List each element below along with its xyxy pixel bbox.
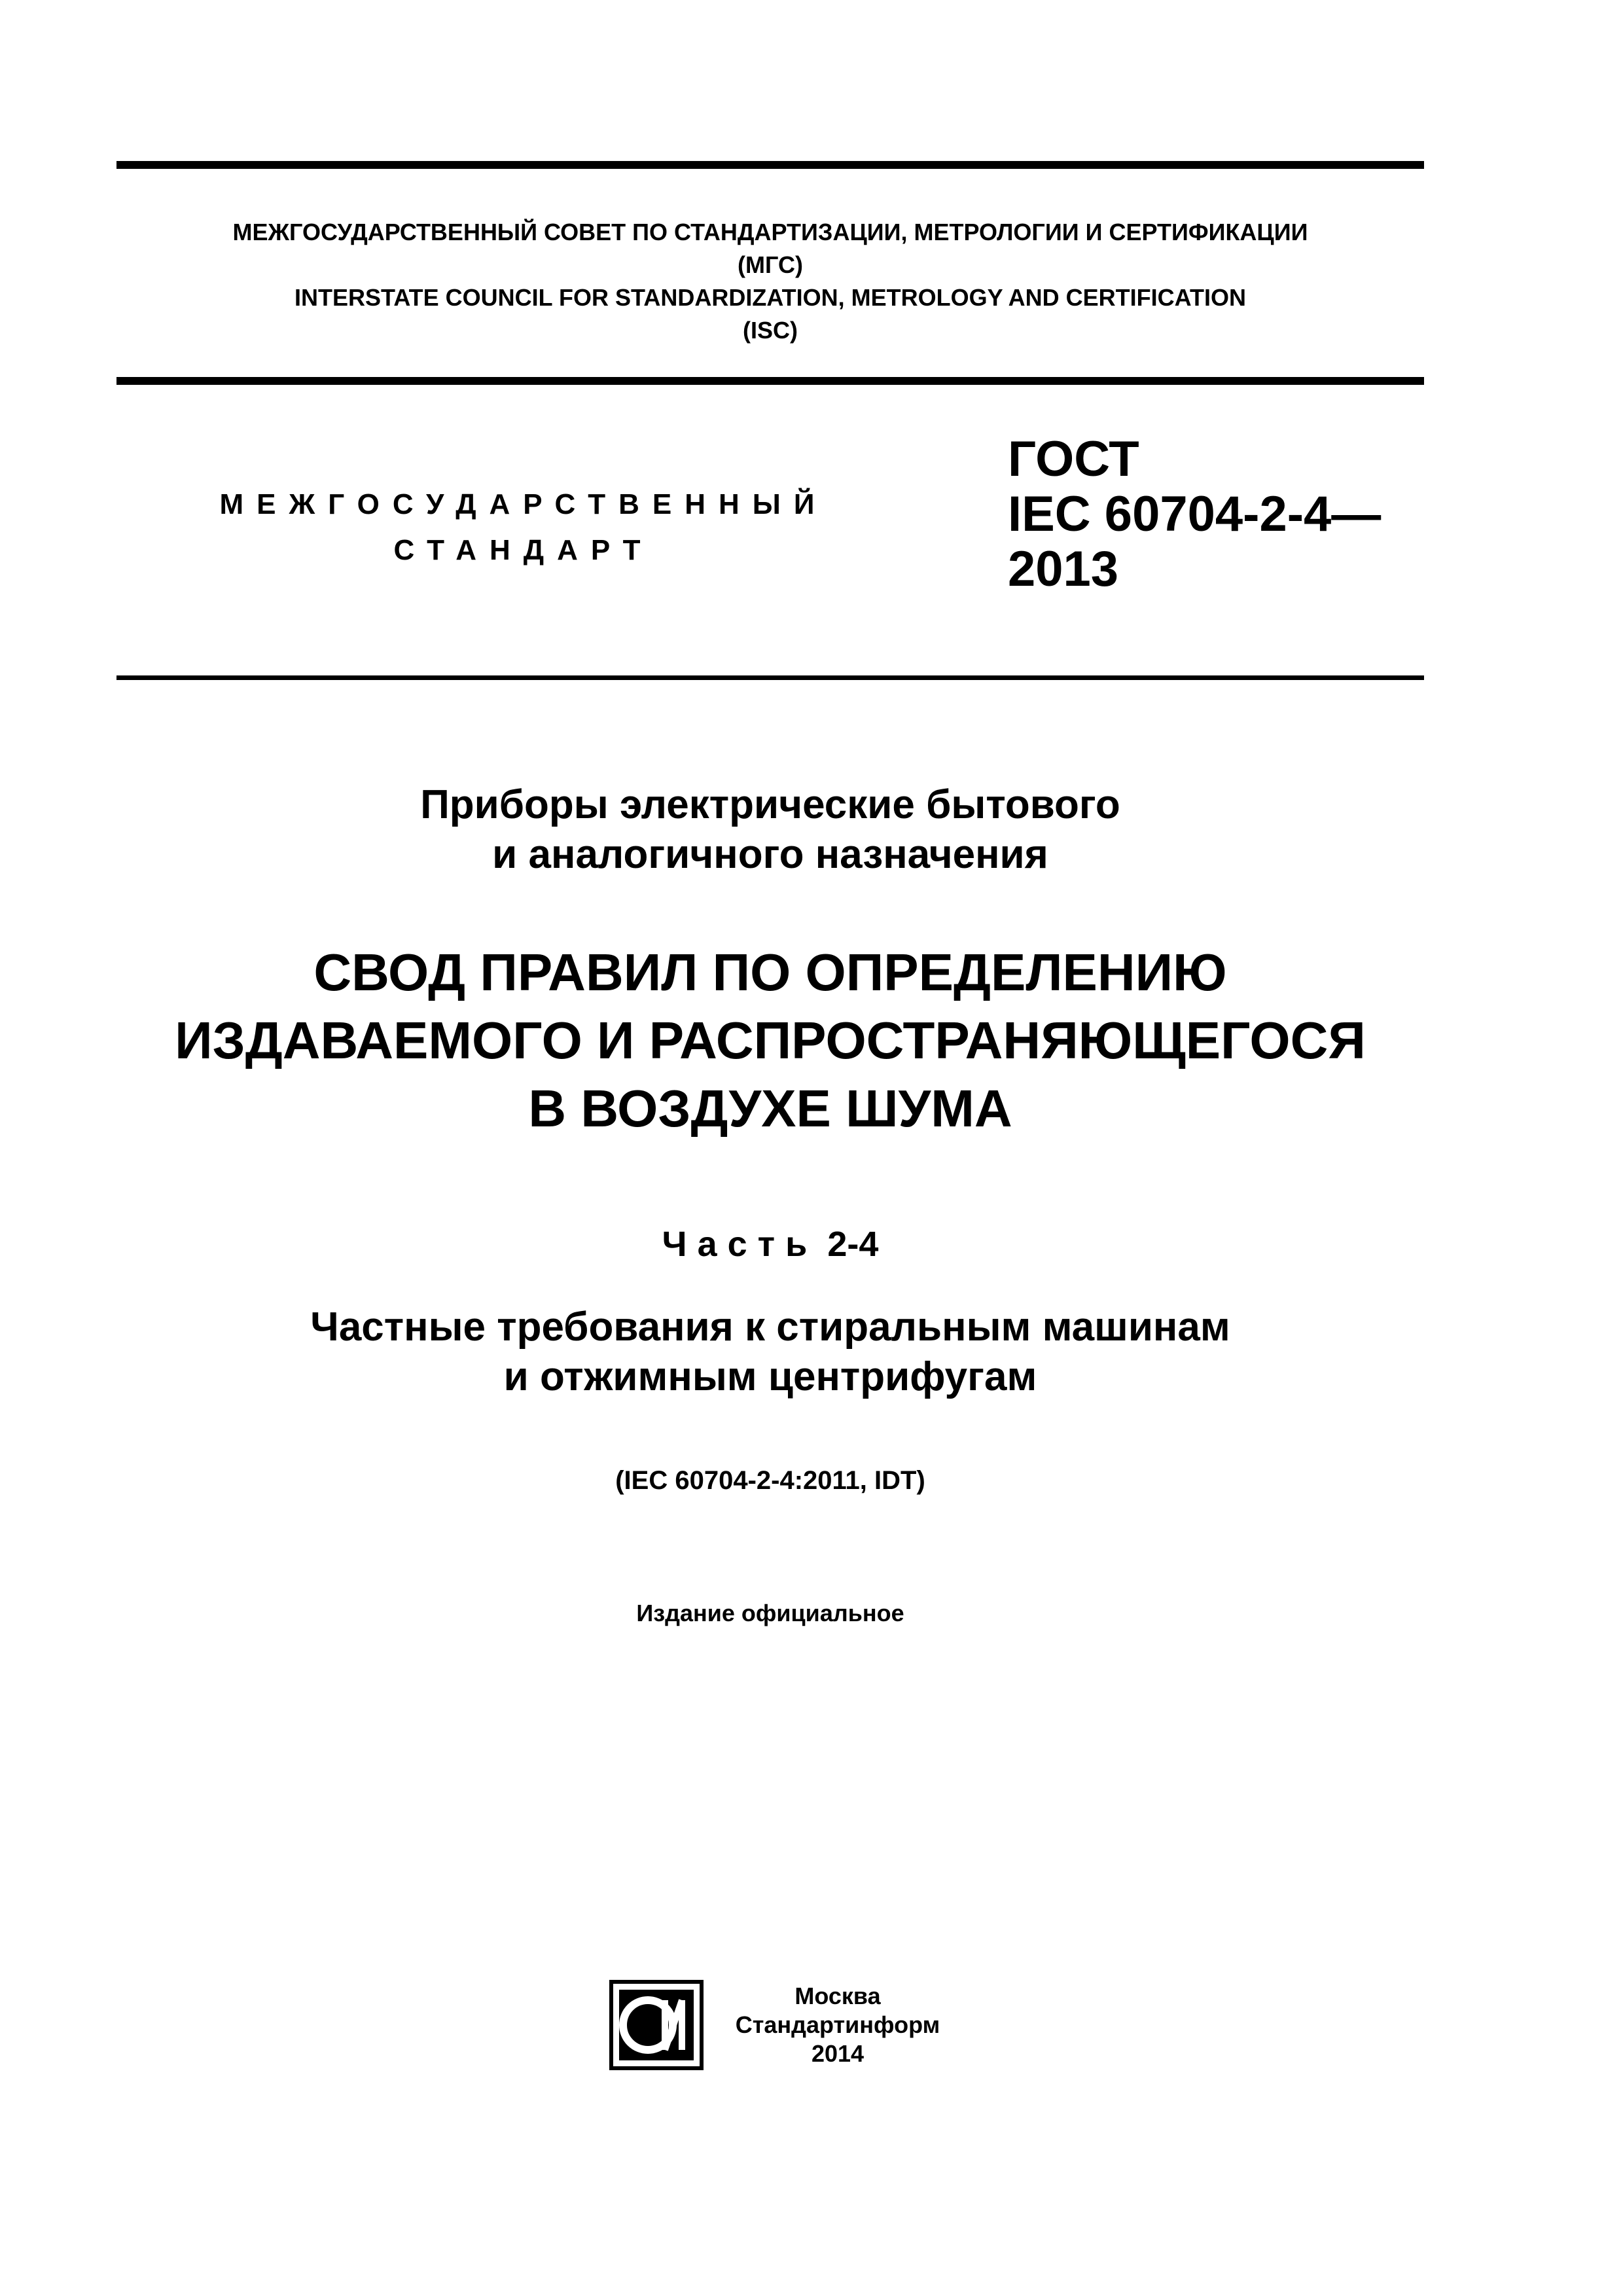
requirements-title bbox=[116, 1302, 1424, 1402]
publisher-logo bbox=[609, 1979, 704, 2071]
top-rule bbox=[116, 161, 1424, 169]
designation-line3: 2013 bbox=[1008, 541, 1119, 597]
requirements-line2: и отжимным центрифугам bbox=[503, 1354, 1037, 1399]
publisher-info bbox=[726, 1982, 949, 2068]
council-name-ru: МЕЖГОСУДАРСТВЕННЫЙ СОВЕТ ПО СТАНДАРТИЗАЦИИ, МЕТРОЛОГИИ И СЕРТИФИКАЦИИ bbox=[232, 219, 1308, 245]
council-header bbox=[116, 216, 1424, 347]
subtitle-line2: и аналогичного назначения bbox=[492, 832, 1048, 877]
publisher-year: 2014 bbox=[811, 2040, 865, 2067]
council-abbr-ru: (МГС) bbox=[738, 251, 803, 278]
main-title-line2: ИЗДАВАЕМОГО И РАСПРОСТРАНЯЮЩЕГОСЯ bbox=[175, 1011, 1366, 1069]
standartinform-logo-icon bbox=[609, 1979, 704, 2071]
part-number: 2-4 bbox=[827, 1225, 879, 1264]
subtitle-line1: Приборы электрические бытового bbox=[420, 782, 1120, 827]
iec-reference: (IEC 60704-2-4:2011, IDT) bbox=[615, 1466, 925, 1495]
council-abbr-en: (ISC) bbox=[743, 317, 798, 344]
publisher-name: Стандартинформ bbox=[735, 2011, 940, 2038]
main-title-line1: СВОД ПРАВИЛ ПО ОПРЕДЕЛЕНИЮ bbox=[313, 943, 1227, 1001]
publisher-city: Москва bbox=[794, 1982, 881, 2009]
designation-rule bbox=[116, 675, 1424, 680]
council-name-en: INTERSTATE COUNCIL FOR STANDARDIZATION, METROLOGY AND CERTIFICATION bbox=[294, 284, 1246, 311]
part-label bbox=[116, 1224, 1424, 1265]
header-rule bbox=[116, 377, 1424, 385]
standard-designation bbox=[1008, 432, 1427, 597]
standard-type-line2: СТАНДАРТ bbox=[393, 534, 654, 566]
edition-label: Издание официальное bbox=[636, 1600, 904, 1626]
requirements-line1: Частные требования к стиральным машинам bbox=[310, 1304, 1230, 1350]
main-title-line3: В ВОЗДУХЕ ШУМА bbox=[528, 1079, 1012, 1138]
designation-line1: ГОСТ bbox=[1008, 431, 1139, 487]
designation-line2: IEC 60704-2-4— bbox=[1008, 486, 1382, 542]
standard-type-line1: МЕЖГОСУДАРСТВЕННЫЙ bbox=[219, 488, 828, 520]
main-title bbox=[116, 939, 1424, 1143]
subtitle bbox=[116, 780, 1424, 880]
part-word: Часть bbox=[662, 1225, 818, 1264]
standard-type bbox=[196, 482, 851, 573]
